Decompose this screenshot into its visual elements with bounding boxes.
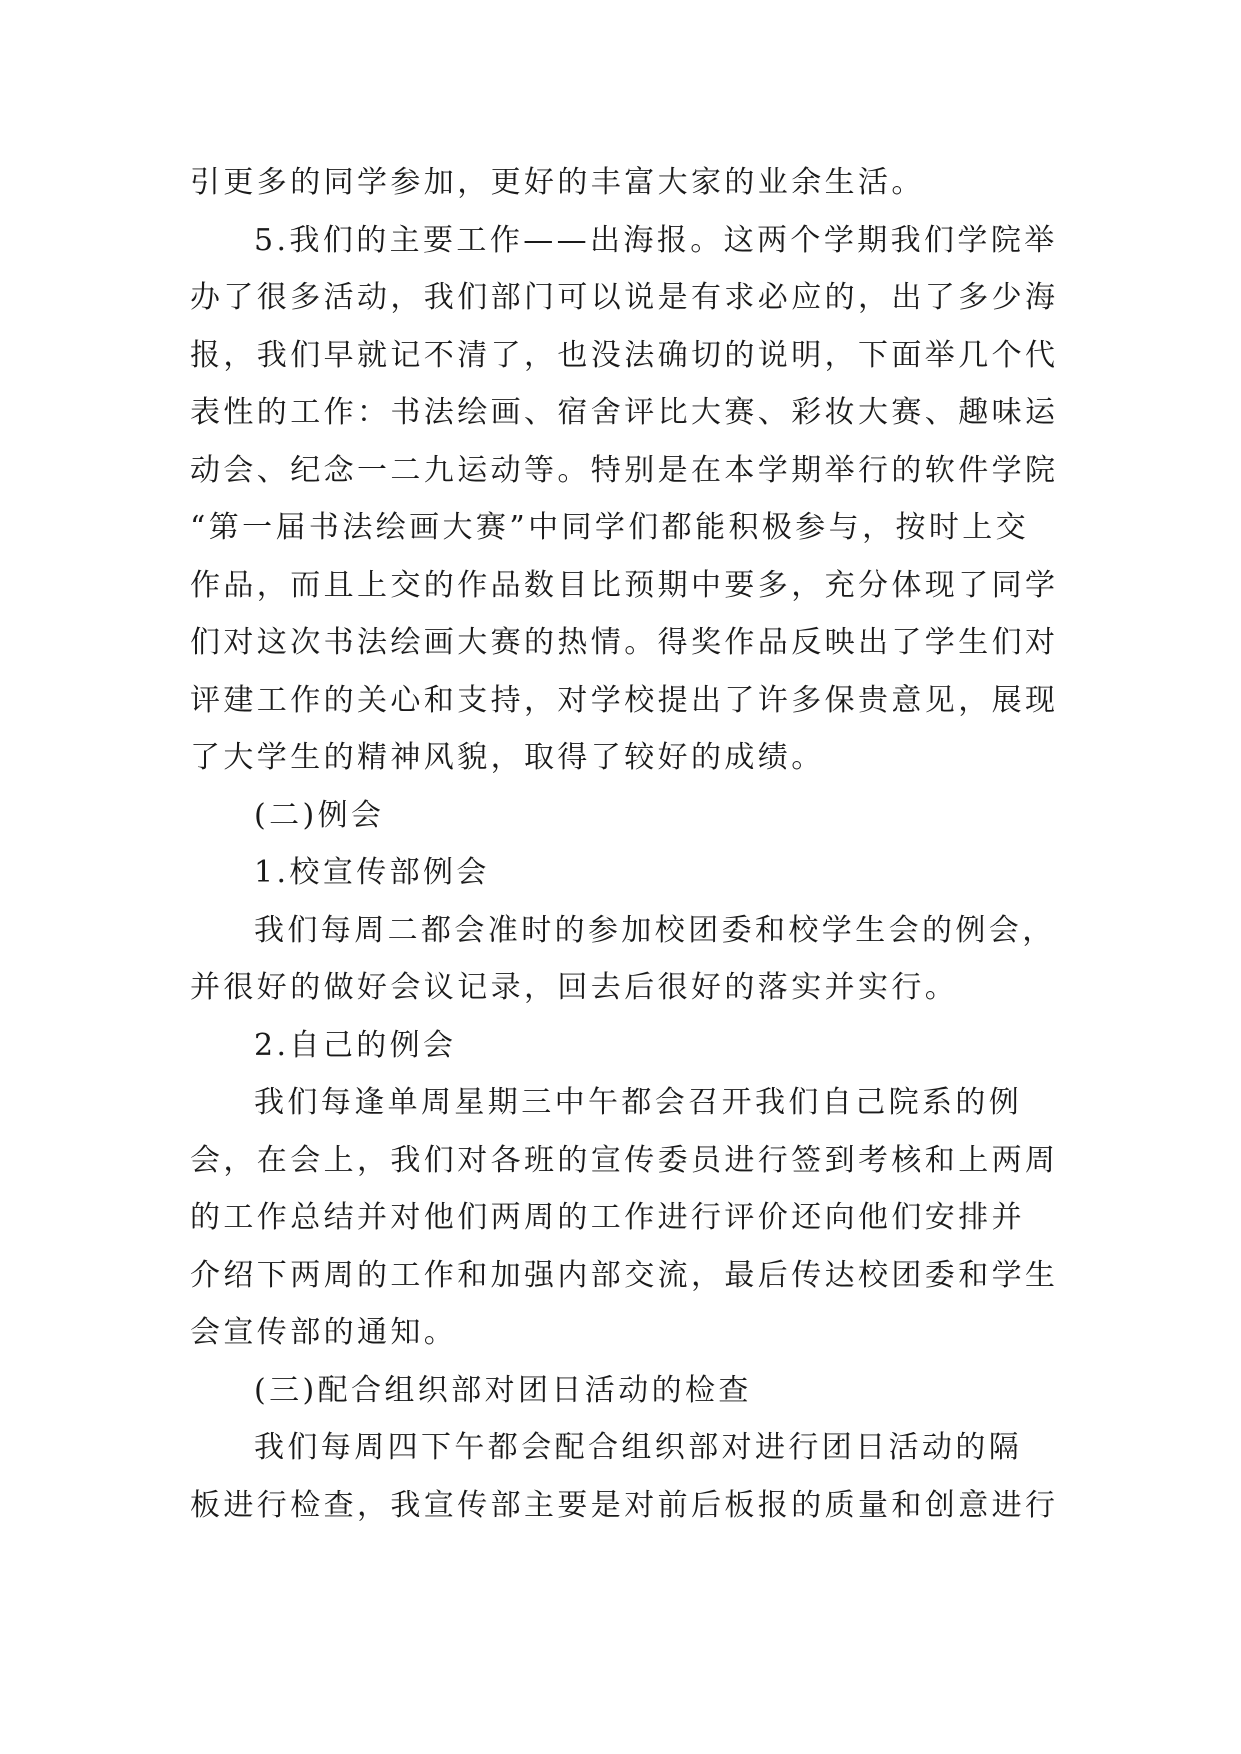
- text-line: 动会、纪念一二九运动等。特别是在本学期举行的软件学院: [190, 452, 1059, 488]
- text-line: 介绍下两周的工作和加强内部交流，最后传达校团委和学生: [190, 1257, 1059, 1293]
- document-body: [190, 154, 1059, 1534]
- text-line: 5.我们的主要工作——出海报。这两个学期我们学院举: [254, 222, 1058, 258]
- text-line: 我们每周四下午都会配合组织部对进行团日活动的隔: [254, 1430, 1023, 1465]
- text-line: 报，我们早就记不清了，也没法确切的说明，下面举几个代: [190, 337, 1059, 373]
- text-line: 并很好的做好会议记录，回去后很好的落实并实行。: [190, 970, 959, 1005]
- text-line: 2.自己的例会: [254, 1027, 457, 1063]
- text-line: 表性的工作：书法绘画、宿舍评比大赛、彩妆大赛、趣味运: [190, 395, 1059, 430]
- text-line: 引更多的同学参加，更好的丰富大家的业余生活。: [190, 165, 925, 200]
- text-line: 会宣传部的通知。: [190, 1315, 458, 1350]
- text-line: “第一届书法绘画大赛”中同学们都能积极参与，按时上交: [190, 510, 1030, 545]
- text-line: 我们每逢单周星期三中午都会召开我们自己院系的例: [254, 1085, 1023, 1120]
- text-line: 评建工作的关心和支持，对学校提出了许多保贵意见，展现: [190, 682, 1059, 718]
- text-line: 1.校宣传部例会: [254, 855, 490, 890]
- text-line: (三)配合组织部对团日活动的检查: [254, 1372, 752, 1408]
- text-line: 我们每周二都会准时的参加校团委和校学生会的例会，: [254, 912, 1056, 948]
- text-line: 们对这次书法绘画大赛的热情。得奖作品反映出了学生们对: [190, 625, 1059, 660]
- text-line: 办了很多活动，我们部门可以说是有求必应的，出了多少海: [190, 280, 1059, 315]
- text-line: 会，在会上，我们对各班的宣传委员进行签到考核和上两周: [190, 1142, 1059, 1178]
- text-line: 作品，而且上交的作品数目比预期中要多，充分体现了同学: [190, 567, 1059, 603]
- text-line: 了大学生的精神风貌，取得了较好的成绩。: [190, 740, 825, 775]
- text-line: 板进行检查，我宣传部主要是对前后板报的质量和创意进行: [190, 1487, 1059, 1523]
- text-line: (二)例会: [254, 797, 385, 833]
- text-line: 的工作总结并对他们两周的工作进行评价还向他们安排并: [190, 1200, 1025, 1235]
